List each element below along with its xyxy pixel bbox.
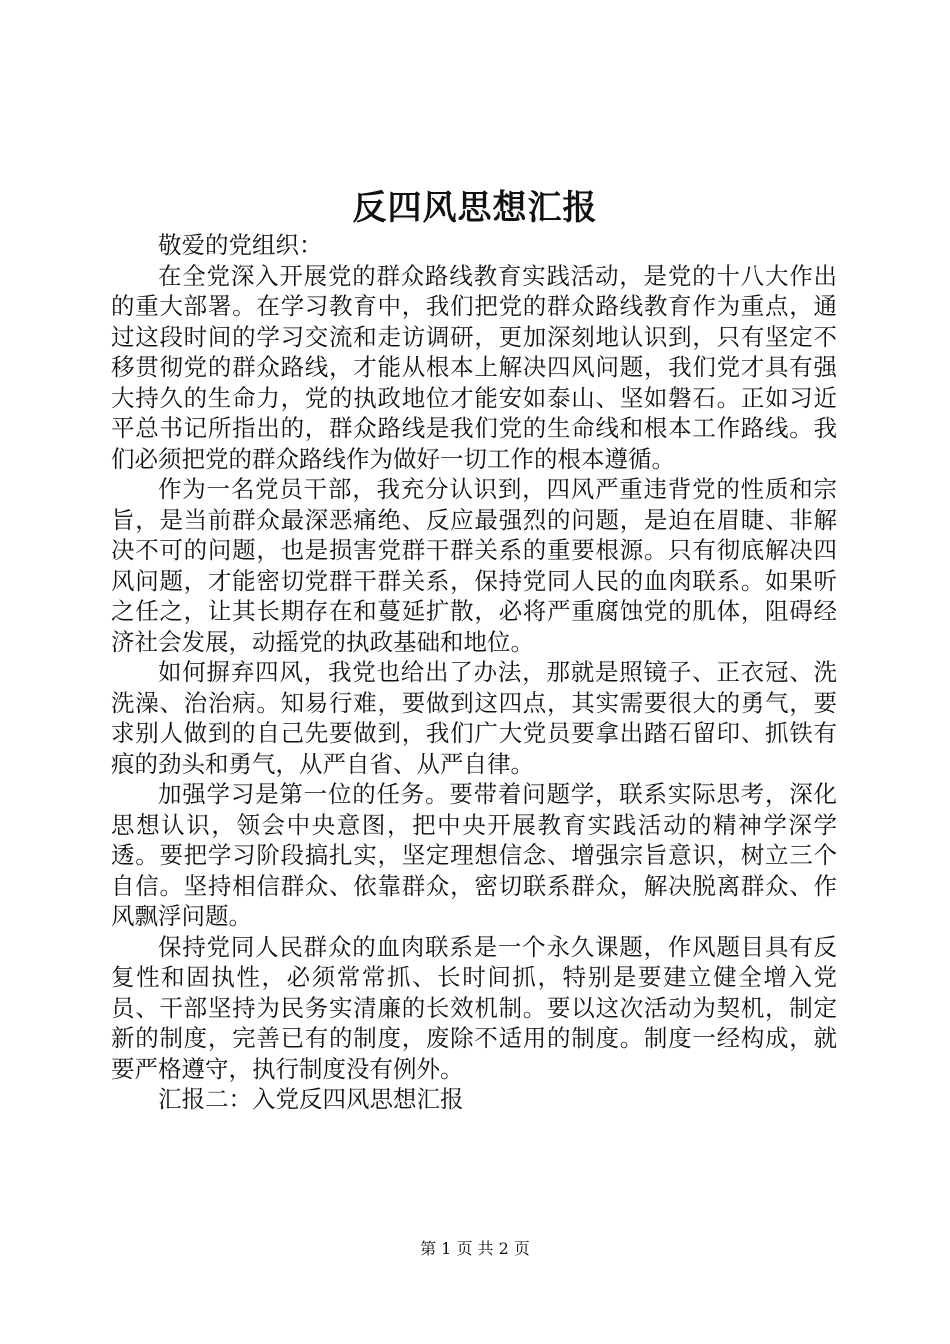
paragraph-5: 保持党同人民群众的血肉联系是一个永久课题，作风题目具有反复性和固执性，必须常常抓、长时间抓，特别是要建立健全增入党员、干部坚持为民务实清廉的长效机制。要以这次活动为契机，制定新的制度，完善已有的制度，废除不适用的制度。制度一经构成，就要严格遵守，执行制度没有例外。 bbox=[111, 932, 837, 1083]
paragraph-2: 作为一名党员干部，我充分认识到，四风严重违背党的性质和宗旨，是当前群众最深恶痛绝、反应最强烈的问题，是迫在眉睫、非解决不可的问题，也是损害党群干群关系的重要根源。只有彻底解决四风问题，才能密切党群干群关系，保持党同人民的血肉联系。如果听之任之，让其长期存在和蔓延扩散，必将严重腐蚀党的肌体，阻碍经济社会发展，动摇党的执政基础和地位。 bbox=[111, 475, 837, 656]
paragraph-4: 加强学习是第一位的任务。要带着问题学，联系实际思考，深化思想认识，领会中央意图，把中央开展教育实践活动的精神学深学透。要把学习阶段搞扎实，坚定理想信念、增强宗旨意识，树立三个自信。坚持相信群众、依靠群众，密切联系群众，解决脱离群众、作风飘浮问题。 bbox=[111, 780, 837, 930]
page-number: 第 1 页 共 2 页 bbox=[420, 1239, 530, 1258]
salutation: 敬爱的党组织： bbox=[158, 231, 323, 259]
paragraph-1: 在全党深入开展党的群众路线教育实践活动，是党的十八大作出的重大部署。在学习教育中，我们把党的群众路线教育作为重点，通过这段时间的学习交流和走访调研，更加深刻地认识到，只有坚定不移贯彻党的群众路线，才能从根本上解决四风问题，我们党才具有强大持久的生命力，党的执政地位才能安如泰山、坚如磐石。正如习近平总书记所指出的，群众路线是我们党的生命线和根本工作路线。我们必须把党的群众路线作为做好一切工作的根本遵循。 bbox=[111, 261, 837, 473]
paragraph-6: 汇报二：入党反四风思想汇报 bbox=[158, 1085, 464, 1113]
document-body bbox=[111, 230, 837, 1115]
document-title: 反四风思想汇报 bbox=[352, 188, 598, 228]
paragraph-3: 如何摒弃四风，我党也给出了办法，那就是照镜子、正衣冠、洗洗澡、治治病。知易行难，要做到这四点，其实需要很大的勇气，要求别人做到的自己先要做到，我们广大党员要拿出踏石留印、抓铁有痕的劲头和勇气，从严自省、从严自律。 bbox=[111, 658, 837, 778]
